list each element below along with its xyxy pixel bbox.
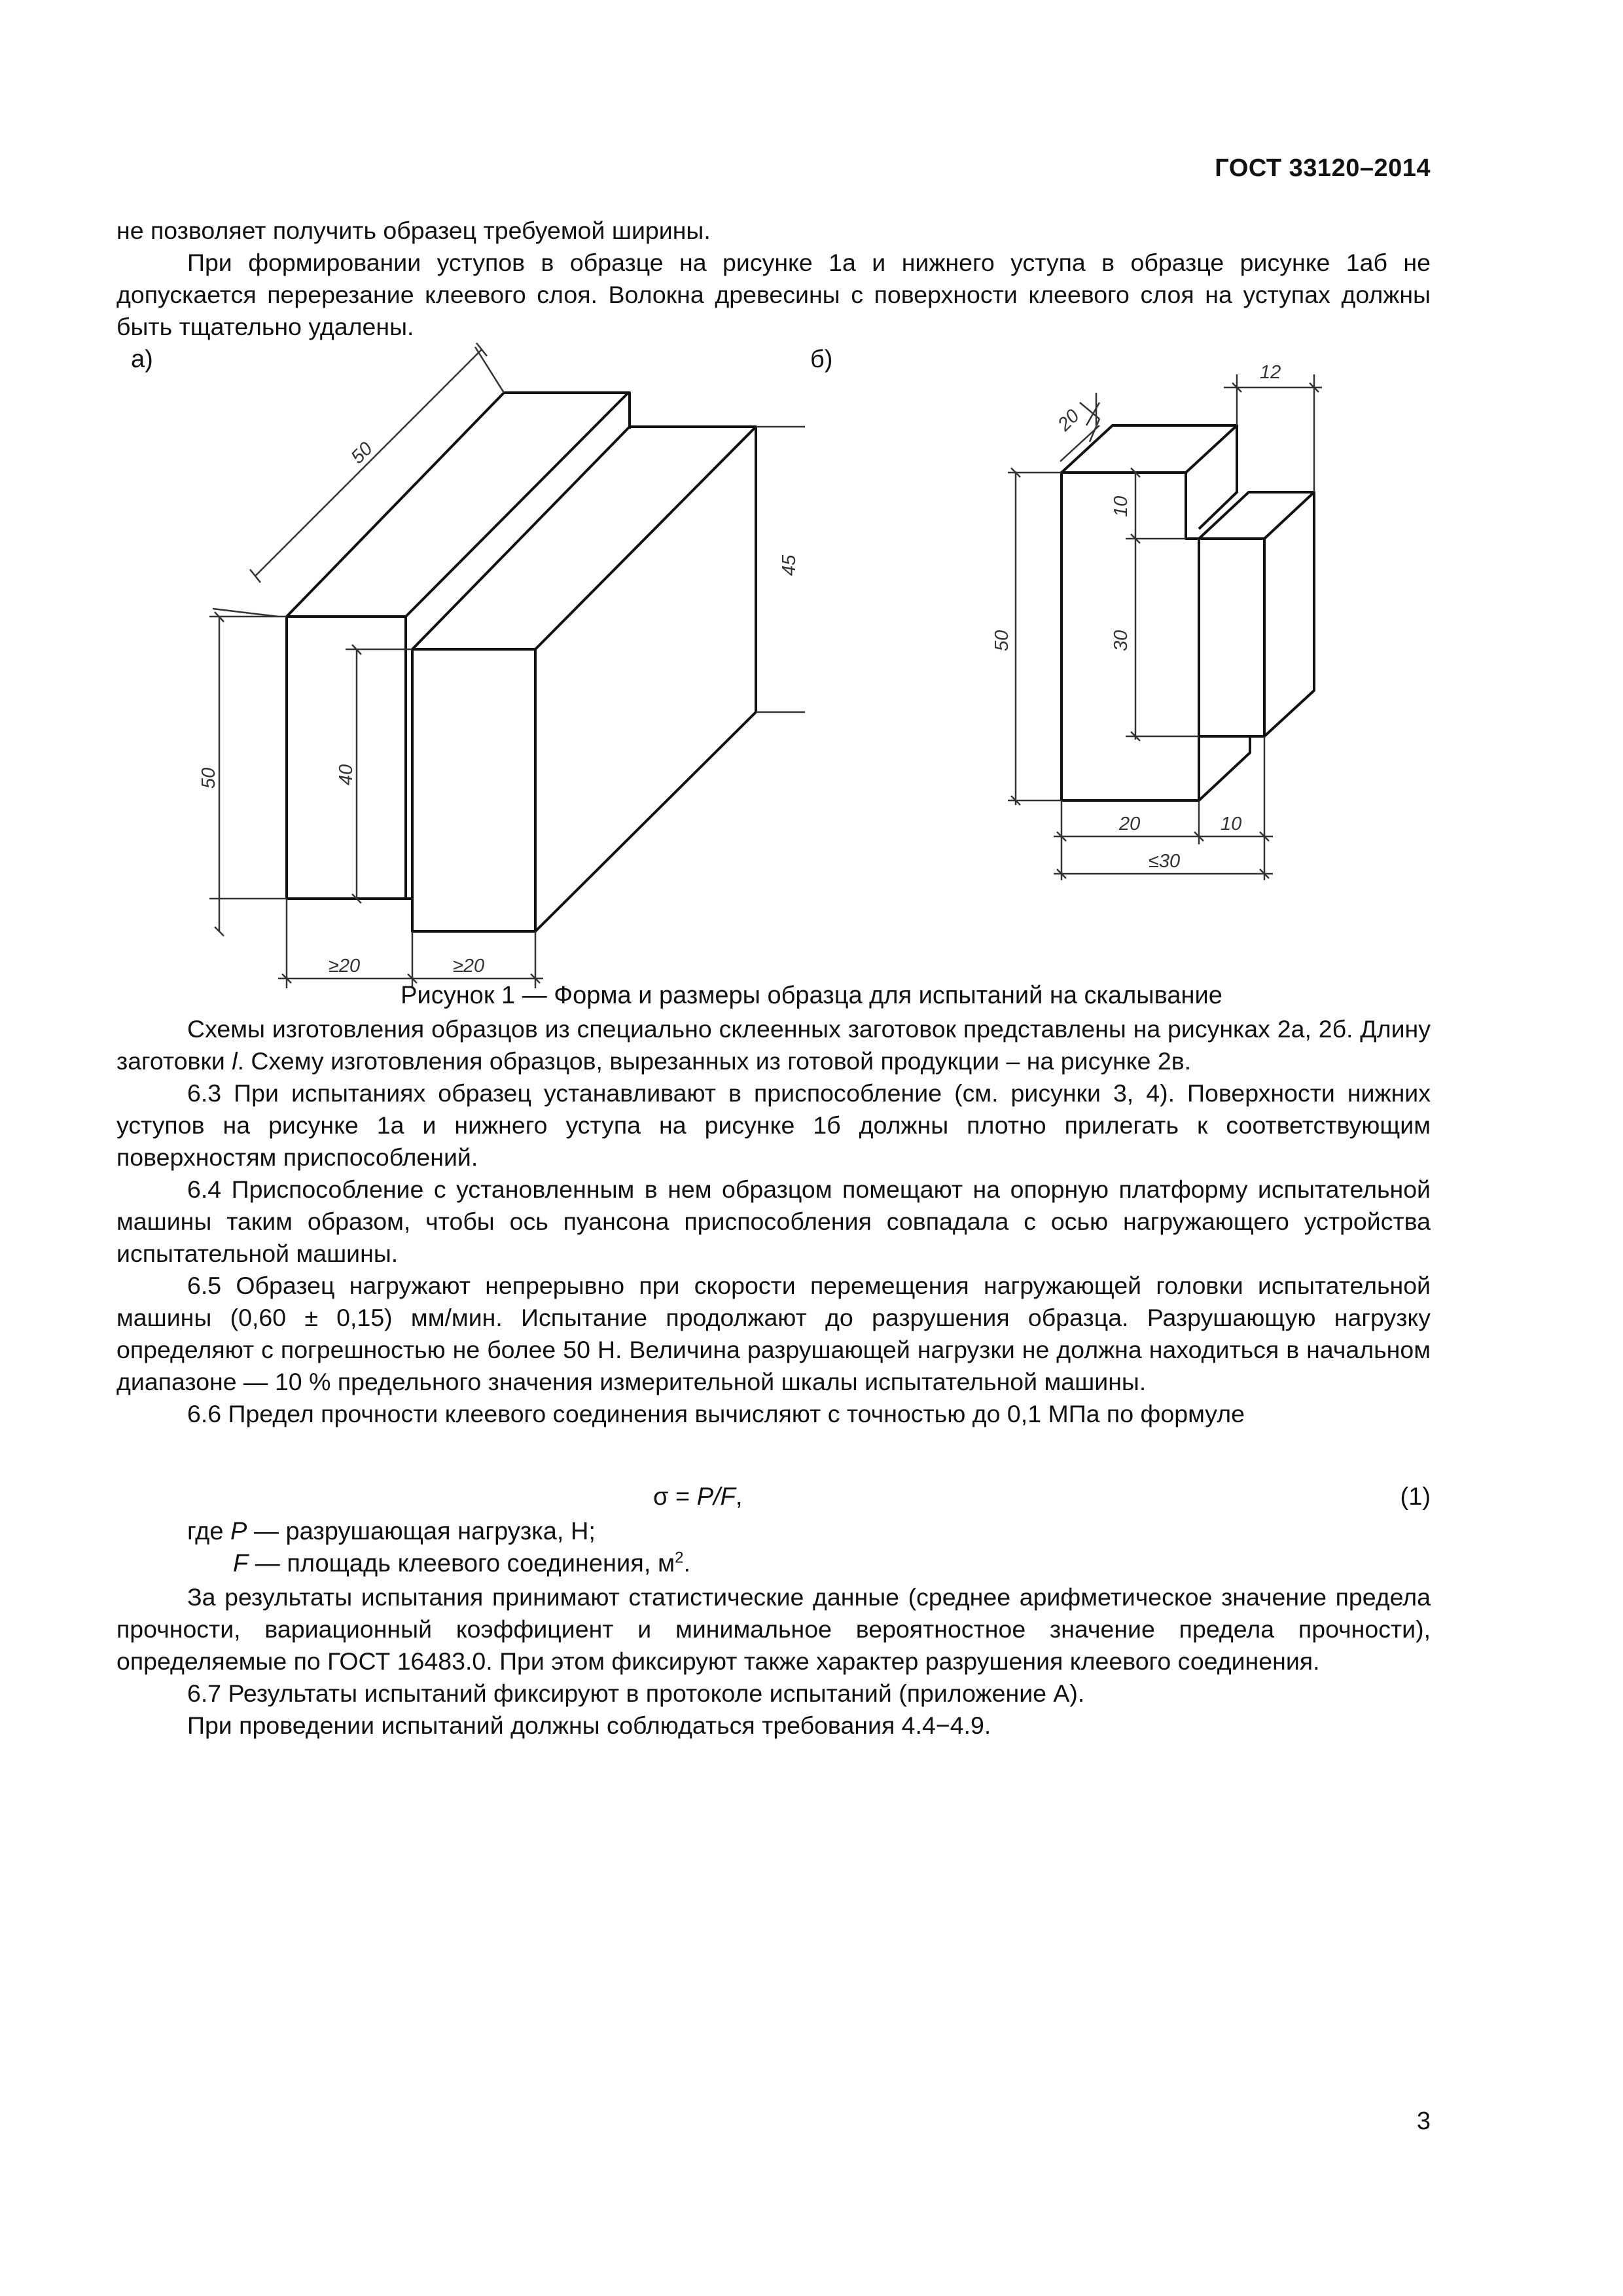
paragraph-6-5: 6.5 Образец нагружают непрерывно при скорости перемещения нагружающей головки испытательной машины (0,60 ± 0,15) мм/мин. Испытание продолжают до разрушения образца. Разрушающую нагрузку определяют с погрешностью не более 50 Н. Величина разрушающей нагрузки не должна находиться в начальном диапазоне — 10 % предельного значения измерительной шкалы испытательной машины.	[116, 1272, 1431, 1395]
figure-b-dims	[1008, 374, 1322, 880]
b-top	[1061, 425, 1237, 473]
dim-inner: 40	[336, 764, 357, 785]
legend-f: F — площадь клеевого соединения, $м^2$.	[233, 1549, 691, 1577]
figure-a-labels	[198, 439, 800, 977]
dim-height: 50	[198, 767, 219, 789]
document-header: ГОСТ 33120–2014	[1215, 154, 1431, 182]
left-block-edge	[406, 393, 628, 617]
b-step-side	[1264, 492, 1314, 736]
paragraph-requirements: При проведении испытаний должны соблюдаться требования 4.4−4.9.	[187, 1712, 991, 1739]
legend-p: где P — разрушающая нагрузка, Н;	[187, 1518, 596, 1545]
paragraph-continuation: не позволяет получить образец требуемой ширины.	[116, 217, 711, 244]
dim-length: 50	[347, 438, 377, 468]
paragraph-6-6: 6.6 Предел прочности клеевого соединения вычисляют с точностью до 0,1 МПа по формуле	[187, 1400, 1245, 1427]
dim-b-w1: 20	[1119, 814, 1141, 834]
tail-text	[116, 1581, 1431, 1742]
left-block-top	[287, 393, 630, 617]
dim-depth: 45	[779, 554, 800, 576]
paragraph-schemes: Схемы изготовления образцов из специально склеенных заготовок представлены на рисунках 2а, 2б. Длину заготовки l. Схему изготовления образцов, вырезанных из готовой продукции – на рисунке 2в.	[116, 1015, 1431, 1075]
page-number: 3	[1416, 2108, 1431, 2135]
figure-caption: Рисунок 1 — Форма и размеры образца для испытаний на скалывание	[401, 982, 1222, 1009]
figure-b	[1061, 425, 1314, 800]
formula-number: (1)	[1400, 1483, 1431, 1511]
figure-label-a: а)	[131, 346, 153, 373]
dim-b-step-top: 12	[1260, 362, 1281, 383]
right-block-top	[412, 427, 756, 649]
left-block-front	[287, 617, 406, 899]
body-text	[116, 1013, 1431, 1430]
dim-w1: ≥20	[329, 956, 361, 977]
dim-w2: ≥20	[453, 956, 485, 977]
right-block-front	[412, 649, 535, 931]
dim-b-height: 50	[991, 630, 1012, 651]
dim-b-step1: 10	[1111, 495, 1132, 517]
paragraph-6-4: 6.4 Приспособление с установленным в нем образцом помещают на опорную платформу испытательной машины таким образом, чтобы ось пуансона приспособления совпадала с осью нагружающего устройства испытательной машины.	[116, 1175, 1431, 1267]
dim-b-top: 20	[1054, 405, 1084, 435]
formula-legend	[116, 1516, 1431, 1580]
paragraph-results: За результаты испытания принимают статистические данные (среднее арифметическое значение предела прочности, вариационный коэффициент и минимальное вероятностное значение предела прочности), определяемые по ГОСТ 16483.0. При этом фиксируют также характер разрушения клеевого соединения.	[116, 1583, 1431, 1675]
b-step-top	[1199, 492, 1314, 539]
right-block-side	[535, 427, 756, 931]
paragraph-steps: При формировании уступов в образце на рисунке 1а и нижнего уступа в образце рисунке 1аб не допускается перерезание клеевого слоя. Волокна древесины с поверхности клеевого слоя на уступах должны быть тщательно удалены.	[116, 249, 1431, 340]
paragraph-6-3: 6.3 При испытаниях образец устанавливают в приспособление (см. рисунки 3, 4). Поверхности нижних уступов на рисунке 1а и нижнего уступа на рисунке 1б должны плотно прилегать к соответствующим поверхностям приспособлений.	[116, 1079, 1431, 1171]
dim-b-total: ≤30	[1149, 851, 1181, 872]
figure-label-b: б)	[810, 346, 833, 373]
figure-a-dims	[209, 343, 805, 988]
b-base-edge	[1199, 736, 1250, 800]
formula: σ = P/F, (1)	[653, 1483, 1431, 1511]
paragraph-6-7: 6.7 Результаты испытаний фиксируют в протоколе испытаний (приложение А).	[187, 1679, 1085, 1707]
dim-b-w2: 10	[1221, 814, 1242, 834]
dim-b-step2: 30	[1111, 630, 1132, 651]
b-back-edge	[1199, 425, 1237, 529]
b-step-front	[1199, 539, 1264, 736]
